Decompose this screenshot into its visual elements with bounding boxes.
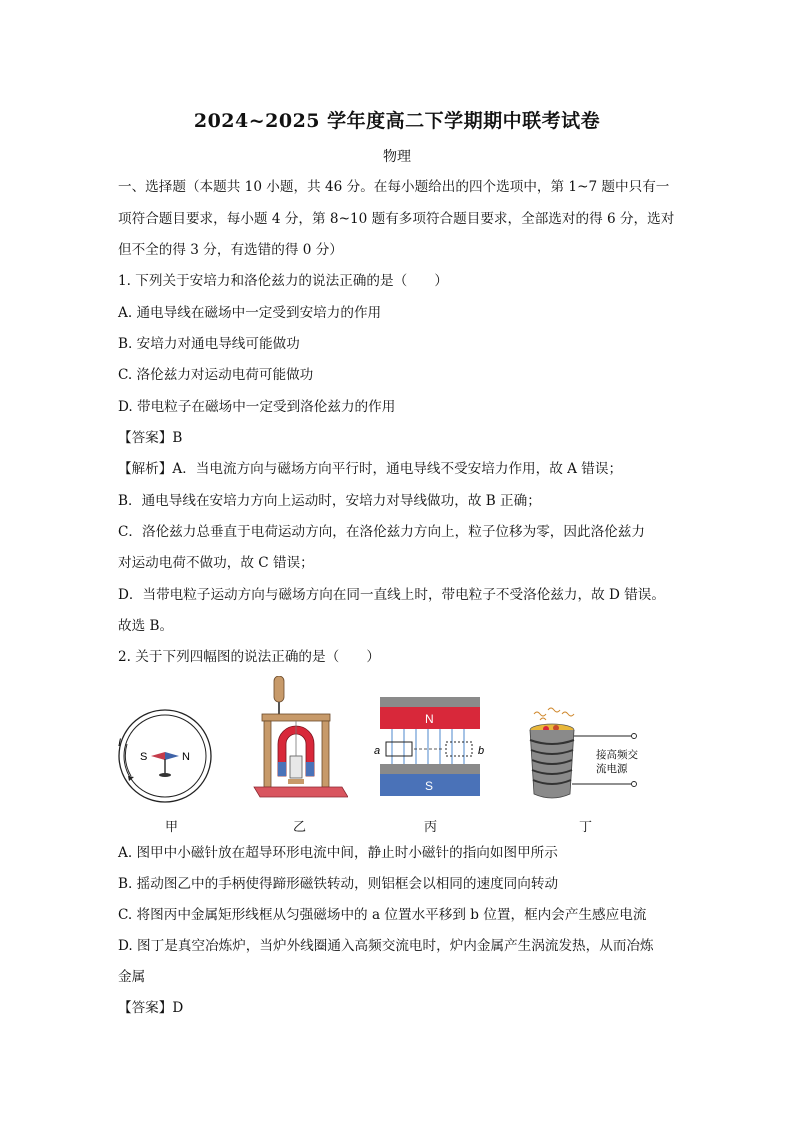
q2-option-b: B. 摇动图乙中的手柄使得蹄形磁铁转动，则铝框会以相同的速度同向转动: [118, 876, 559, 892]
terminal-top: [632, 734, 637, 739]
label-magnet-n: N: [425, 712, 434, 726]
heat-waves-icon: [534, 708, 574, 720]
caption-jia: 甲: [165, 820, 179, 835]
frame-top-bar: [262, 714, 330, 721]
caption-ding: 丁: [579, 820, 593, 835]
coil-position-a: [386, 742, 412, 756]
label-magnet-s: S: [425, 779, 434, 793]
q1-analysis-2: B．通电导线在安培力方向上运动时，安培力对导线做功，故 B 正确；: [118, 493, 541, 509]
frame-right-post: [322, 721, 329, 787]
q2-option-a: A. 图甲中小磁针放在超导环形电流中间，静止时小磁针的指向如图甲所示: [118, 845, 558, 861]
page-title: 2024~2025 学年度高二下学期期中联考试卷: [193, 110, 601, 132]
current-arrow-icon: [125, 744, 131, 776]
label-ac-source-1: 接高频交: [596, 749, 638, 761]
q1-analysis-1: 【解析】A．当电流方向与磁场方向平行时，通电导线不受安培力作用，故 A 错误；: [118, 461, 623, 477]
label-position-a: a: [374, 745, 381, 757]
horseshoe-pole-s: [278, 762, 286, 776]
label-ac-source-2: 流电源: [596, 763, 628, 775]
q1-option-d: D. 带电粒子在磁场中一定受到洛伦兹力的作用: [118, 399, 396, 415]
figure-ding: [520, 706, 648, 806]
q2-stem: 2. 关于下列四幅图的说法正确的是（ ）: [118, 649, 380, 665]
base-board: [254, 787, 348, 797]
label-north: N: [182, 751, 190, 763]
aluminum-frame: [290, 756, 302, 778]
terminal-bottom: [632, 782, 637, 787]
caption-bing: 丙: [424, 820, 438, 835]
n-magnet-top: [380, 697, 480, 707]
label-position-b: b: [478, 745, 485, 757]
figure-bing: [370, 692, 490, 804]
field-lines: [392, 729, 464, 764]
figure-yi: [252, 676, 348, 806]
caption-yi: 乙: [293, 820, 307, 835]
needle-south-half: [151, 752, 165, 760]
q1-option-a: A. 通电导线在磁场中一定受到安培力的作用: [118, 305, 382, 321]
crank-handle: [274, 676, 284, 702]
section-intro-line-2: 项符合题目要求，每小题 4 分，第 8~10 题有多项符合题目要求，全部选对的得 6 分，选对: [118, 211, 675, 227]
label-current: I: [118, 737, 122, 749]
section-intro-line-3: 但不全的得 3 分，有选错的得 0 分）: [118, 242, 343, 258]
needle-base: [159, 773, 171, 777]
arrowhead-icon: [128, 776, 134, 781]
q2-answer: 【答案】D: [118, 1000, 184, 1016]
needle-north-half: [165, 752, 179, 760]
q2-option-c: C. 将图丙中金属矩形线框从匀强磁场中的 a 位置水平移到 b 位置，框内会产生感应电流: [118, 907, 647, 923]
q2-option-d: D. 图丁是真空冶炼炉，当炉外线圈通入高频交流电时，炉内金属产生涡流发热，从而冶炼: [118, 938, 654, 954]
pivot-block: [288, 779, 304, 784]
q2-option-d-continued: 金属: [118, 969, 146, 985]
horseshoe-pole-n: [306, 762, 314, 776]
q1-stem: 1. 下列关于安培力和洛伦兹力的说法正确的是（ ）: [118, 273, 448, 289]
q1-answer: 【答案】B: [118, 430, 183, 446]
figure-jia: [115, 706, 215, 806]
q1-option-c: C. 洛伦兹力对运动电荷可能做功: [118, 367, 314, 383]
q1-analysis-3: C．洛伦兹力总垂直于电荷运动方向，在洛伦兹力方向上，粒子位移为零，因此洛伦兹力: [118, 524, 645, 540]
section-intro-line-1: 一、选择题（本题共 10 小题，共 46 分。在每小题给出的四个选项中，第 1~7 题中只有一: [118, 179, 670, 195]
label-south: S: [140, 751, 148, 763]
q1-option-b: B. 安培力对通电导线可能做功: [118, 336, 300, 352]
subject-label: 物理: [383, 149, 411, 165]
frame-left-post: [264, 721, 271, 787]
q1-analysis-6: 故选 B。: [118, 618, 174, 634]
coil-position-b: [446, 742, 472, 756]
q1-analysis-4: 对运动电荷不做功，故 C 错误；: [118, 555, 314, 571]
s-magnet-top: [380, 764, 480, 774]
q1-analysis-5: D．当带电粒子运动方向与磁场方向在同一直线上时，带电粒子不受洛伦兹力，故 D 错误。: [118, 587, 665, 603]
